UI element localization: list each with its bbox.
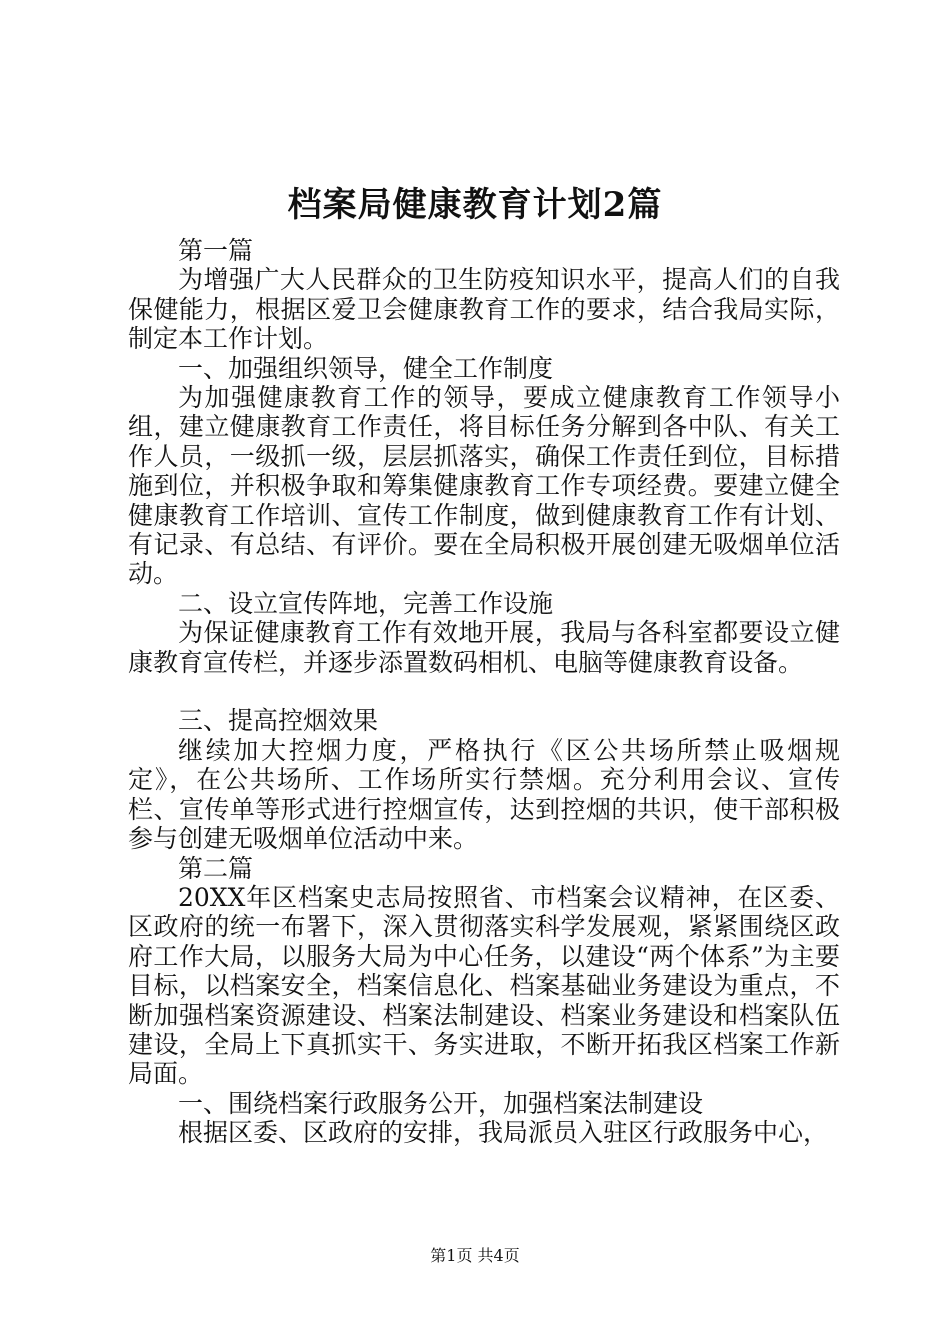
section-heading-2: 二、设立宣传阵地，完善工作设施: [178, 588, 554, 618]
section-heading-3: 三、提高控烟效果: [178, 706, 379, 736]
blank-line: [128, 677, 840, 706]
section-heading-1: 一、加强组织领导，健全工作制度: [178, 353, 554, 383]
paragraph-facilities: 为保证健康教育工作有效地开展，我局与各科室都要设立健康教育宣传栏，并逐步添置数码相机、电脑等健康教育设备。: [128, 618, 840, 677]
paragraph-intro: 为增强广大人民群众的卫生防疫知识水平，提高人们的自我保健能力，根据区爱卫会健康教育工作的要求，结合我局实际，制定本工作计划。: [128, 265, 840, 354]
paragraph-organization: 为加强健康教育工作的领导，要成立健康教育工作领导小组，建立健康教育工作责任，将目标任务分解到各中队、有关工作人员，一级抓一级，层层抓落实，确保工作责任到位，目标措施到位，并积极争取和筹集健康教育工作专项经费。要建立健全健康教育工作培训、宣传工作制度，做到健康教育工作有计划、有记录、有总结、有评价。要在全局积极开展创建无吸烟单位活动。: [128, 383, 840, 589]
document-body: [128, 236, 840, 1148]
document-title: 档案局健康教育计划2篇: [287, 185, 663, 225]
paragraph-smoking-control: 继续加大控烟力度，严格执行《区公共场所禁止吸烟规定》，在公共场所、工作场所实行禁烟。充分利用会议、宣传栏、宣传单等形式进行控烟宣传，达到控烟的共识，使干部积极参与创建无吸烟单位活动中来。: [128, 735, 840, 854]
section-heading-part-two: 第二篇: [178, 853, 254, 883]
section-heading-part-one: 第一篇: [178, 236, 254, 265]
paragraph-service-center: 根据区委、区政府的安排，我局派员入驻区行政服务中心，: [178, 1118, 829, 1148]
section-heading-archives-1: 一、围绕档案行政服务公开，加强档案法制建设: [178, 1088, 704, 1118]
page-footer: 第1页 共4页: [430, 1246, 520, 1265]
paragraph-archives-overview: 20XX年区档案史志局按照省、市档案会议精神，在区委、区政府的统一布署下，深入贯彻落实科学发展观，紧紧围绕区政府工作大局，以服务大局为中心任务，以建设“两个体系”为主要目标，以档案安全，档案信息化、档案基础业务建设为重点，不断加强档案资源建设、档案法制建设、档案业务建设和档案队伍建设，全局上下真抓实干、务实进取，不断开拓我区档案工作新局面。: [128, 882, 840, 1089]
